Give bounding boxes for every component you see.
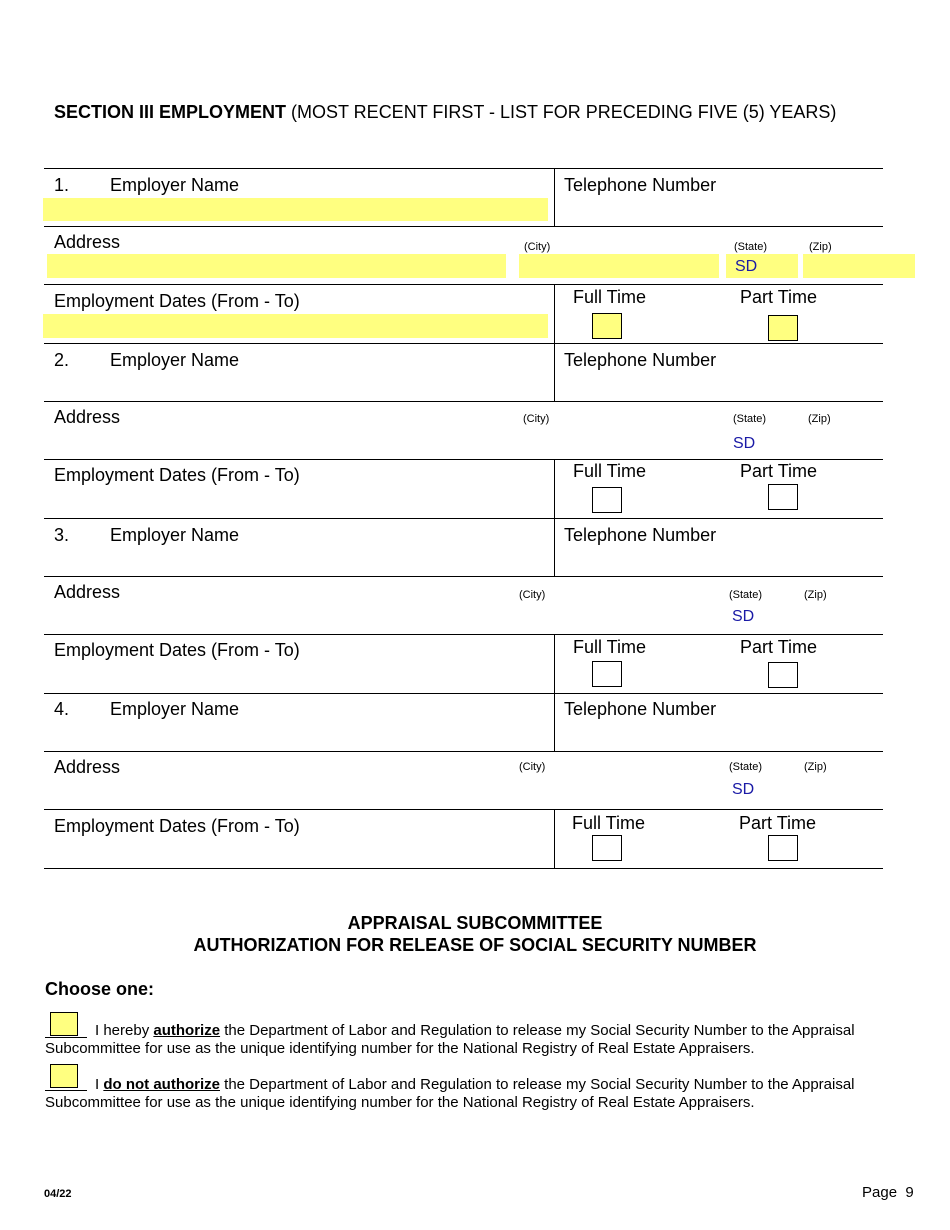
zip-label: (Zip) xyxy=(808,413,831,425)
address-zip-input[interactable] xyxy=(803,254,915,278)
divider xyxy=(554,693,555,751)
dates-input[interactable] xyxy=(43,314,548,338)
divider xyxy=(554,459,555,518)
employer-name-label: Employer Name xyxy=(110,350,240,370)
part-time-checkbox[interactable] xyxy=(768,835,798,861)
address-street-input[interactable] xyxy=(47,254,506,278)
address-label: Address xyxy=(54,407,121,427)
part-time-label: Part Time xyxy=(740,461,818,481)
full-time-checkbox[interactable] xyxy=(592,835,622,861)
full-time-label: Full Time xyxy=(573,461,647,481)
state-label: (State) xyxy=(733,413,767,425)
divider xyxy=(44,518,883,519)
address-label: Address xyxy=(54,232,121,252)
state-value: SD xyxy=(735,258,758,275)
full-time-label: Full Time xyxy=(572,813,646,833)
city-label: (City) xyxy=(523,413,550,425)
employer-name-label: Employer Name xyxy=(110,175,240,195)
state-value: SD xyxy=(732,608,755,625)
divider xyxy=(44,634,883,635)
state-value: SD xyxy=(732,781,755,798)
divider xyxy=(44,459,883,460)
divider xyxy=(554,809,555,868)
part-time-label: Part Time xyxy=(739,813,817,833)
address-city-input[interactable] xyxy=(519,254,719,278)
part-time-label: Part Time xyxy=(740,287,818,307)
form-date-code: 04/22 xyxy=(44,1188,72,1200)
divider xyxy=(554,284,555,343)
state-label: (State) xyxy=(729,761,763,773)
employer-name-label: Employer Name xyxy=(110,699,240,719)
employer-name-input[interactable] xyxy=(43,372,548,396)
dates-label: Employment Dates (From - To) xyxy=(54,640,300,660)
divider xyxy=(44,343,883,344)
divider xyxy=(44,751,883,752)
telephone-label: Telephone Number xyxy=(564,175,717,195)
full-time-checkbox[interactable] xyxy=(592,661,622,687)
divider xyxy=(554,343,555,401)
zip-label: (Zip) xyxy=(804,761,827,773)
page-number: Page 9 xyxy=(862,1184,914,1201)
divider xyxy=(554,634,555,693)
divider xyxy=(554,168,555,226)
divider xyxy=(44,868,883,869)
state-label: (State) xyxy=(729,589,763,601)
address-label: Address xyxy=(54,582,121,602)
employer-number: 3. xyxy=(54,525,70,545)
address-label: Address xyxy=(54,757,121,777)
divider xyxy=(554,518,555,576)
divider xyxy=(44,576,883,577)
divider xyxy=(44,284,883,285)
authorize-statement: I hereby authorize the Department of Labor and Regulation to release my Social Security Number to the Appraisal Subcommittee for use as the unique identifying number for the National Registry of Real Estate Appraisers. xyxy=(45,1022,855,1057)
telephone-label: Telephone Number xyxy=(564,350,717,370)
divider xyxy=(44,401,883,402)
city-label: (City) xyxy=(519,589,546,601)
part-time-checkbox[interactable] xyxy=(768,662,798,688)
employer-name-input[interactable] xyxy=(43,198,548,221)
divider xyxy=(44,809,883,810)
full-time-checkbox[interactable] xyxy=(592,313,622,339)
full-time-checkbox[interactable] xyxy=(592,487,622,513)
dates-label: Employment Dates (From - To) xyxy=(54,465,300,485)
divider xyxy=(44,226,883,227)
city-label: (City) xyxy=(519,761,546,773)
part-time-checkbox[interactable] xyxy=(768,315,798,341)
authorization-title: APPRAISAL SUBCOMMITTEE xyxy=(347,913,603,933)
dates-label: Employment Dates (From - To) xyxy=(54,816,300,836)
section-title: SECTION III EMPLOYMENT (MOST RECENT FIRST - LIST FOR PRECEDING FIVE (5) YEARS) xyxy=(54,102,837,122)
telephone-label: Telephone Number xyxy=(564,525,717,545)
employer-number: 1. xyxy=(54,175,70,195)
do-not-authorize-statement: I do not authorize the Department of Labor and Regulation to release my Social Security Number to the Appraisal Subcommittee for use as the unique identifying number for the National Registry of Real Estate Appraisers. xyxy=(45,1076,855,1111)
authorization-subtitle: AUTHORIZATION FOR RELEASE OF SOCIAL SECURITY NUMBER xyxy=(193,935,757,955)
full-time-label: Full Time xyxy=(573,287,647,307)
divider xyxy=(44,168,883,169)
zip-label: (Zip) xyxy=(809,241,832,253)
employer-number: 4. xyxy=(54,699,70,719)
dates-label: Employment Dates (From - To) xyxy=(54,291,300,311)
full-time-label: Full Time xyxy=(573,637,647,657)
employer-number: 2. xyxy=(54,350,70,370)
state-label: (State) xyxy=(734,241,768,253)
zip-label: (Zip) xyxy=(804,589,827,601)
city-label: (City) xyxy=(524,241,551,253)
state-value: SD xyxy=(733,435,756,452)
telephone-label: Telephone Number xyxy=(564,699,717,719)
choose-one-label: Choose one: xyxy=(45,979,155,999)
part-time-checkbox[interactable] xyxy=(768,484,798,510)
divider xyxy=(44,693,883,694)
part-time-label: Part Time xyxy=(740,637,818,657)
employer-name-label: Employer Name xyxy=(110,525,240,545)
